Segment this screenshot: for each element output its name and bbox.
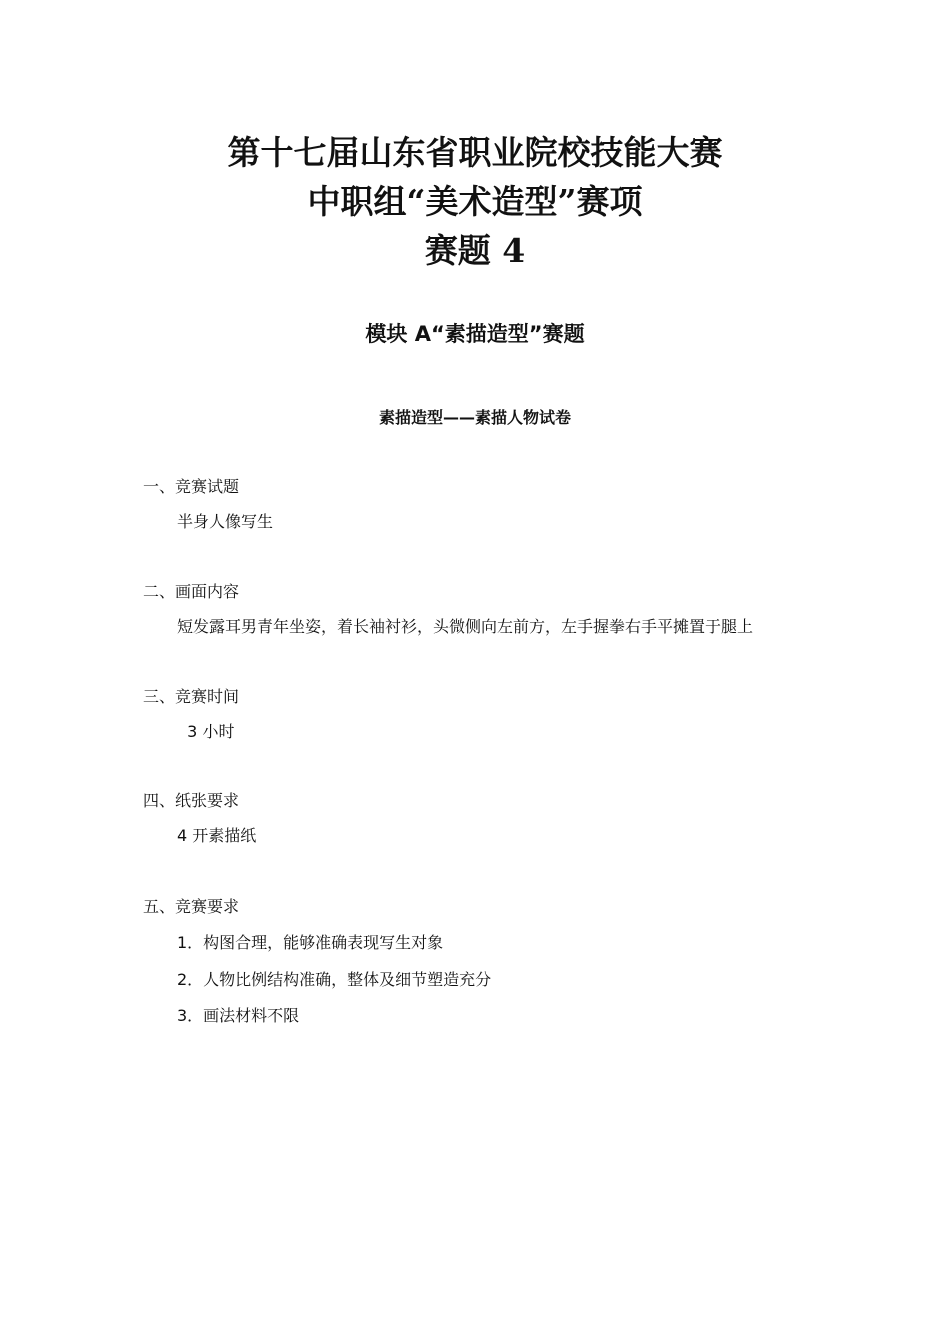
requirement-item-materials: 3．画法材料不限 xyxy=(177,1006,300,1025)
requirement-item-proportion: 2．人物比例结构准确，整体及细节塑造充分 xyxy=(177,970,492,989)
section-heading-paper-requirement: 四、纸张要求 xyxy=(143,791,240,810)
section-body-competition-time: 3 小时 xyxy=(177,722,235,741)
section-heading-picture-content: 二、画面内容 xyxy=(143,582,240,601)
title-line-event: 中职组“美术造型”赛项 xyxy=(307,182,643,221)
section-body-paper-requirement: 4 开素描纸 xyxy=(177,826,257,845)
section-body-competition-task: 半身人像写生 xyxy=(177,512,274,531)
section-heading-competition-task: 一、竞赛试题 xyxy=(143,477,240,496)
title-line-competition: 第十七届山东省职业院校技能大赛 xyxy=(227,133,723,172)
title-line-question: 赛题 4 xyxy=(424,231,526,270)
module-title: 模块 A“素描造型”赛题 xyxy=(365,322,585,346)
paper-subtitle: 素描造型——素描人物试卷 xyxy=(378,408,571,427)
requirement-item-composition: 1．构图合理，能够准确表现写生对象 xyxy=(177,933,444,952)
section-heading-competition-time: 三、竞赛时间 xyxy=(143,687,240,706)
section-body-picture-content: 短发露耳男青年坐姿，着长袖衬衫，头微侧向左前方，左手握拳右手平摊置于腿上 xyxy=(177,617,754,636)
document-title xyxy=(0,128,950,275)
section-heading-competition-requirements: 五、竞赛要求 xyxy=(143,897,240,916)
